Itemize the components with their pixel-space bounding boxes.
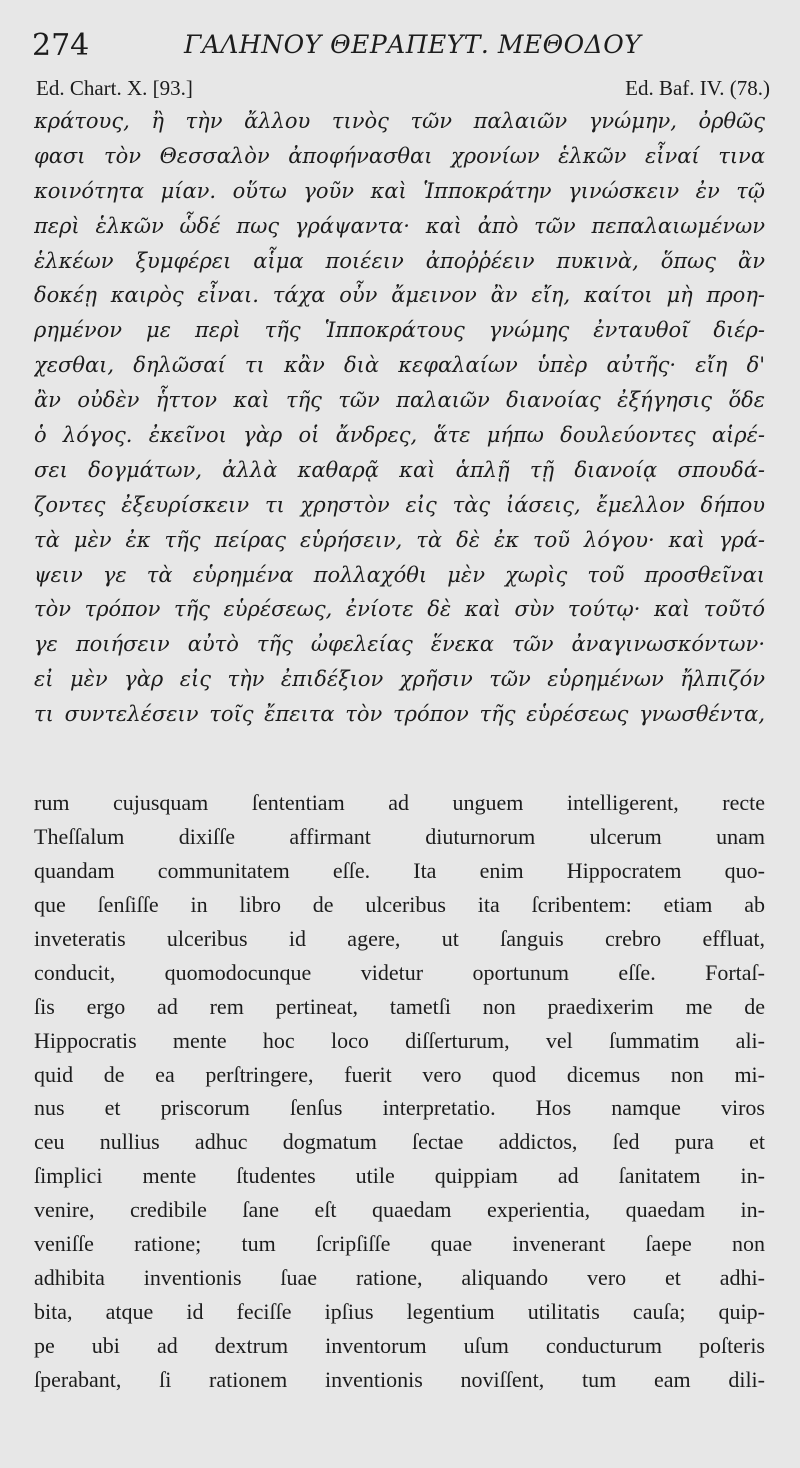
latin-line: veniſſe ratione; tum ſcripſiſſe quae invenerant ſaepe non	[34, 1231, 765, 1257]
latin-line: que ſenſiſſe in libro de ulceribus ita ſcribentem: etiam ab	[34, 891, 765, 917]
greek-line: τι συντελέσειν τοῖς ἔπειτα τὸν τρόπον τῆς εὑρέσεως γνωσθέντα,	[34, 702, 765, 727]
greek-line: ψειν γε τὰ εὑρημένα πολλαχόθι μὲν χωρὶς τοῦ προσθεῖναι	[34, 562, 765, 587]
latin-line: ſperabant, ſi rationem inventionis noviſſent, tum eam dili-	[34, 1366, 765, 1392]
latin-line: Theſſalum dixiſſe affirmant diuturnorum ulcerum unam	[34, 823, 765, 849]
latin-line: venire, credibile ſane eſt quaedam experientia, quaedam in-	[34, 1197, 765, 1223]
greek-text-block	[34, 104, 765, 732]
greek-line: κράτους, ἢ τὴν ἄλλου τινὸς τῶν παλαιῶν γνώμην, ὀρθῶς	[34, 109, 765, 133]
greek-line: περὶ ἑλκῶν ὧδέ πως γράψαντα· καὶ ἀπὸ τῶν πεπαλαιωμένων	[34, 213, 765, 238]
running-head	[32, 28, 760, 64]
latin-line: inveteratis ulceribus id agere, ut ſanguis crebro effluat,	[34, 925, 765, 951]
greek-line: φασι τὸν Θεσσαλὸν ἀποφήνασθαι χρονίων ἑλκῶν εἶναί τινα	[34, 143, 765, 168]
latin-line: pe ubi ad dextrum inventorum uſum conducturum poſteris	[34, 1333, 765, 1358]
edition-chart-reference: Ed. Chart. X. [93.]	[36, 76, 193, 100]
latin-line: quid de ea perſtringere, fuerit vero quod dicemus non mi-	[34, 1061, 765, 1087]
latin-line: rum cujusquam ſententiam ad unguem intelligerent, recte	[34, 790, 765, 815]
latin-line: conducit, quomodocunque videtur oportunum eſſe. Fortaſ-	[34, 959, 765, 985]
latin-line: nus et priscorum ſenſus interpretatio. Hos namque viros	[34, 1095, 765, 1121]
greek-line: δοκέῃ καιρὸς εἶναι. τάχα οὖν ἄμεινον ἂν εἴη, καίτοι μὴ προη-	[34, 283, 765, 308]
latin-line: adhibita inventionis ſuae ratione, aliquando vero et adhi-	[34, 1265, 765, 1291]
edition-references	[36, 76, 770, 106]
edition-basel-reference: Ed. Baf. IV. (78.)	[625, 76, 770, 100]
latin-line: quandam communitatem eſſe. Ita enim Hippocratem quo-	[34, 857, 765, 883]
latin-text-block	[34, 786, 765, 1397]
greek-line: ἂν οὐδὲν ἧττον καὶ τῆς τῶν παλαιῶν διανοίας ἐξήγησις ὅδε	[34, 388, 765, 413]
latin-line: ſimplici mente ſtudentes utile quippiam ad ſanitatem in-	[34, 1163, 765, 1189]
greek-line: σει δογμάτων, ἀλλὰ καθαρᾷ καὶ ἁπλῇ τῇ διανοίᾳ σπουδά-	[34, 457, 765, 482]
greek-line: ἑλκέων ξυμφέρει αἷμα ποιέειν ἀποῤῥέειν πυκινὰ, ὅπως ἂν	[34, 248, 765, 273]
greek-line: ρημένον με περὶ τῆς Ἱπποκράτους γνώμης ἐνταυθοῖ διέρ-	[34, 318, 765, 343]
latin-line: ſis ergo ad rem pertineat, tametſi non praedixerim me de	[34, 993, 765, 1019]
greek-line: κοινότητα μίαν. οὕτω γοῦν καὶ Ἱπποκράτην γινώσκειν ἐν τῷ	[34, 178, 765, 203]
greek-line: γε ποιήσειν αὐτὸ τῆς ὠφελείας ἕνεκα τῶν ἀναγινωσκόντων·	[34, 632, 765, 657]
greek-line: χεσθαι, δηλῶσαί τι κἂν διὰ κεφαλαίων ὑπὲρ αὐτῆς· εἴη δ'	[34, 353, 765, 378]
greek-line: τὸν τρόπον τῆς εὑρέσεως, ἐνίοτε δὲ καὶ σὺν τούτῳ· καὶ τοῦτό	[34, 597, 765, 622]
page-number: 274	[32, 28, 90, 63]
latin-line: ceu nullius adhuc dogmatum ſectae addictos, ſed pura et	[34, 1129, 765, 1155]
greek-line: εἰ μὲν γὰρ εἰς τὴν ἐπιδέξιον χρῆσιν τῶν εὑρημένων ἤλπιζόν	[34, 667, 765, 692]
latin-line: bita, atque id feciſſe ipſius legentium utilitatis cauſa; quip-	[34, 1299, 765, 1325]
greek-line: τὰ μὲν ἐκ τῆς πείρας εὑρήσειν, τὰ δὲ ἐκ τοῦ λόγου· καὶ γρά-	[34, 527, 765, 552]
greek-line: ὁ λόγος. ἐκεῖνοι γὰρ οἱ ἄνδρες, ἅτε μήπω δουλεύοντες αἱρέ-	[34, 423, 765, 448]
running-title: ΓΑΛΗΝΟΥ ΘΕΡΑΠΕΥΤ. ΜΕΘΟΔΟΥ	[184, 30, 642, 59]
latin-line: Hippocratis mente hoc loco diſſerturum, vel ſummatim ali-	[34, 1027, 765, 1053]
greek-line: ζοντες ἐξευρίσκειν τι χρηστὸν εἰς τὰς ἰάσεις, ἔμελλον δήπου	[34, 492, 765, 517]
